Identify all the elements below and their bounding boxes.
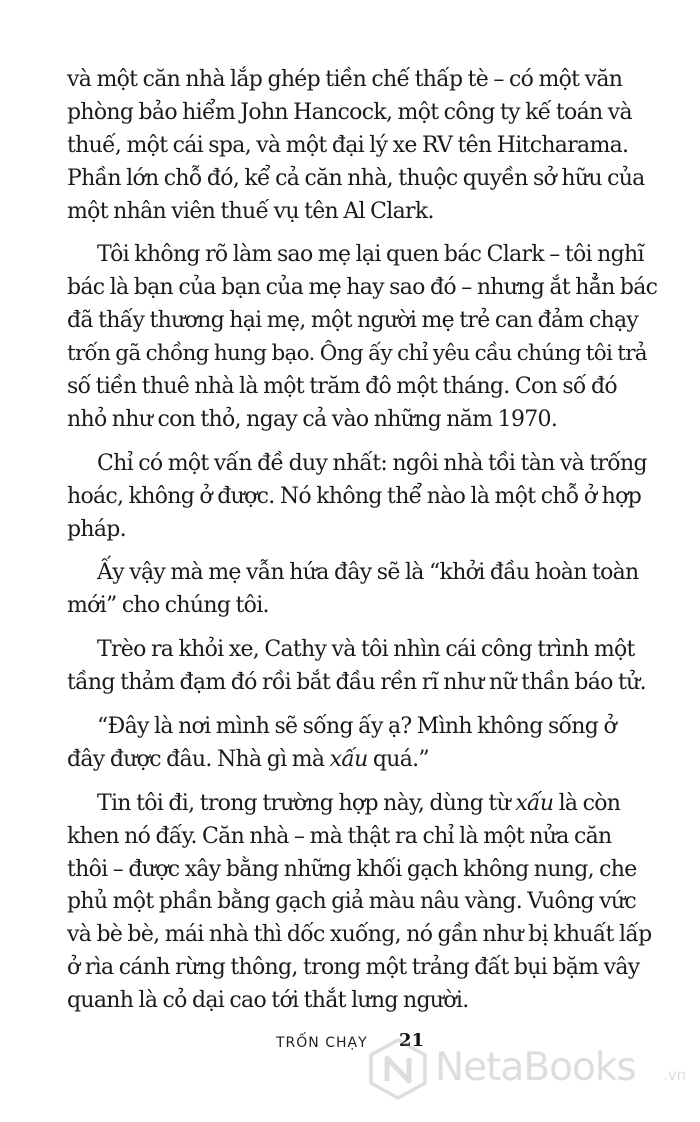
text-line: Tin tôi đi, trong trường hợp này, dùng từ xấu là còn <box>97 790 621 816</box>
text-line: pháp. <box>67 516 126 542</box>
paragraph <box>67 634 657 700</box>
text-line: một nhân viên thuế vụ tên Al Clark. <box>67 198 434 224</box>
page-number: 21 <box>399 1030 425 1051</box>
text-line: khen nó đấy. Căn nhà – mà thật ra chỉ là một nửa căn <box>67 823 612 849</box>
book-page <box>67 64 657 1018</box>
text-line: bác là bạn của bạn của mẹ hay sao đó – nhưng ắt hẳn bác <box>67 275 658 301</box>
n-logo-icon <box>367 1038 429 1100</box>
text-line: phòng bảo hiểm John Hancock, một công ty kế toán và <box>67 99 632 125</box>
paragraph <box>67 711 657 777</box>
text-line: và một căn nhà lắp ghép tiền chế thấp tè – có một văn <box>67 67 623 92</box>
text-line: nhỏ như con thỏ, ngay cả vào những năm 1970. <box>67 406 558 432</box>
text-line: mới” cho chúng tôi. <box>67 593 269 619</box>
text-line: Tôi không rõ làm sao mẹ lại quen bác Clark – tôi nghĩ <box>97 242 644 268</box>
text-line: Chỉ có một vấn đề duy nhất: ngôi nhà tồi tàn và trống <box>97 450 647 476</box>
running-head: TRỐN CHẠY <box>276 1035 368 1051</box>
text-line: số tiền thuê nhà là một trăm đô một tháng. Con số đó <box>67 374 617 400</box>
text-line: hoác, không ở được. Nó không thể nào là một chỗ ở hợp <box>67 483 642 509</box>
text-line: Trèo ra khỏi xe, Cathy và tôi nhìn cái công trình một <box>97 637 635 663</box>
paragraph <box>67 788 657 1018</box>
text-line: và bè bè, mái nhà thì dốc xuống, nó gần như bị khuất lấp <box>67 922 652 948</box>
paragraph <box>67 557 657 623</box>
text-line: ở rìa cánh rừng thông, trong một trảng đất bụi bặm vây <box>67 955 640 981</box>
text-line: thuế, một cái spa, và một đại lý xe RV tên Hitcharama. <box>67 132 629 158</box>
text-line: trốn gã chồng hung bạo. Ông ấy chỉ yêu cầu chúng tôi trả <box>67 341 647 367</box>
text-line: phủ một phần bằng gạch giả màu nâu vàng. Vuông vức <box>67 889 637 915</box>
paragraph <box>67 448 657 547</box>
watermark-brand: NetaBooks <box>435 1045 636 1090</box>
watermark-suffix: .vn <box>663 1066 687 1084</box>
text-line: quanh là cỏ dại cao tới thắt lưng người. <box>67 988 469 1014</box>
paragraph <box>67 239 657 436</box>
watermark <box>365 1032 695 1107</box>
text-line: Ấy vậy mà mẹ vẫn hứa đây sẽ là “khởi đầu hoàn toàn <box>97 560 639 586</box>
paragraph <box>67 64 657 228</box>
text-line: thôi – được xây bằng những khối gạch không nung, che <box>67 856 637 882</box>
text-line: tầng thảm đạm đó rồi bắt đầu rền rĩ như nữ thần báo tử. <box>67 670 646 696</box>
text-line: Phần lớn chỗ đó, kể cả căn nhà, thuộc quyền sở hữu của <box>67 165 645 191</box>
text-line: đây được đâu. Nhà gì mà xấu quá.” <box>67 746 429 772</box>
text-line: “Đây là nơi mình sẽ sống ấy ạ? Mình không sống ở <box>97 714 616 740</box>
text-line: đã thấy thương hại mẹ, một người mẹ trẻ can đảm chạy <box>67 308 639 334</box>
